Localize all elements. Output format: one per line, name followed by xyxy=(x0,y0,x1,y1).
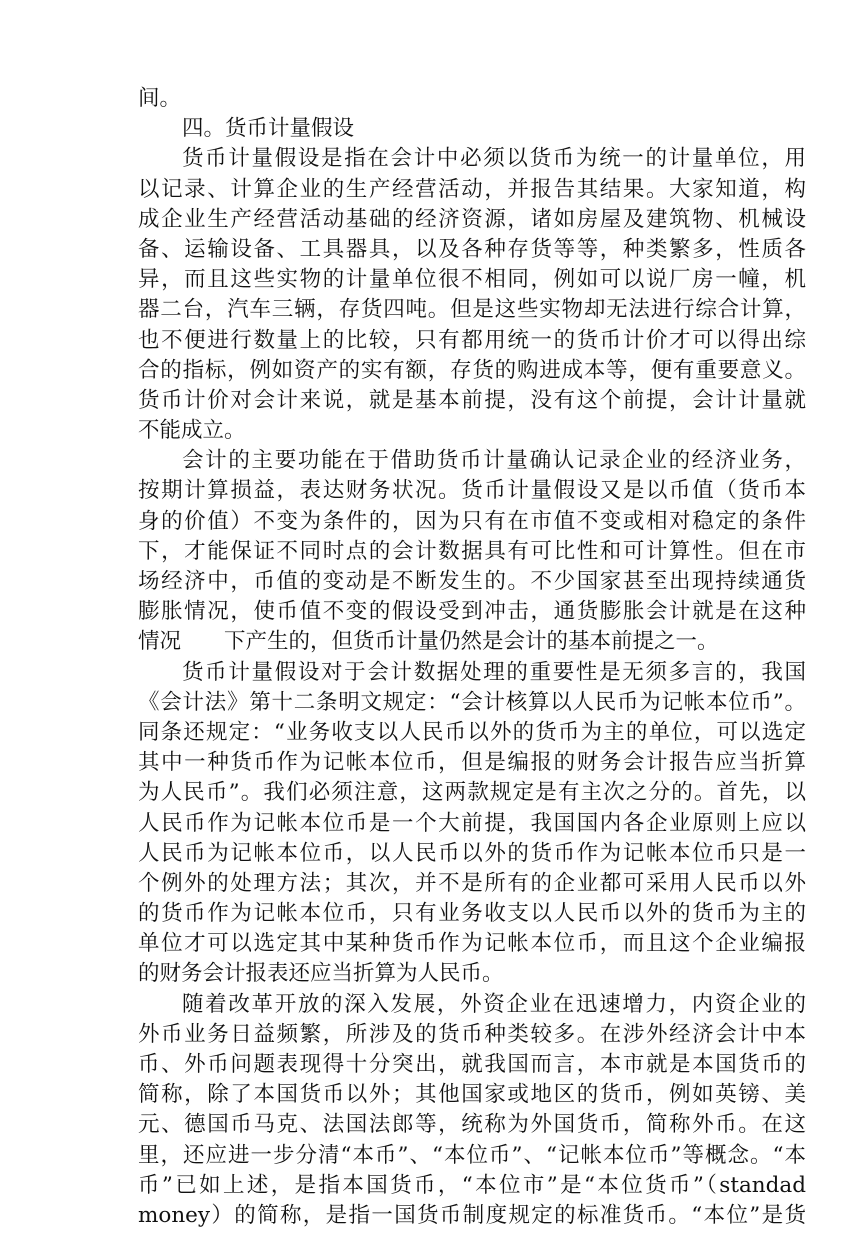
text-line: 不能成立。 xyxy=(138,418,246,444)
text-line: 币、外币问题表现得十分突出，就我国而言，本市就是本国货币的 xyxy=(138,1052,806,1077)
heading-line: 四。货币计量假设 xyxy=(182,116,355,142)
text-line: 币”已如上述，是指本国货币，“本位市”是“本位货币”（standad xyxy=(138,1172,806,1198)
paragraph xyxy=(138,144,806,446)
text-line: 元、德国币马克、法国法郎等，统称为外国货币，简称外币。在这 xyxy=(138,1112,806,1138)
section-heading xyxy=(138,114,806,144)
text-line: 的货币作为记帐本位币，只有业务收支以人民币以外的货币为主的 xyxy=(138,901,806,927)
text-line: 个例外的处理方法；其次，并不是所有的企业都可采用人民币以外 xyxy=(138,870,806,896)
text-line: 人民币作为记帐本位币是一个大前提，我国国内各企业原则上应以 xyxy=(138,810,806,836)
text-line: 器二台，汽车三辆，存货四吨。但是这些实物却无法进行综合计算， xyxy=(138,297,806,323)
text-line: 场经济中，币值的变动是不断发生的。不少国家甚至出现持续通货 xyxy=(138,569,806,594)
text-line: 下，才能保证不同时点的会计数据具有可比性和可计算性。但在市 xyxy=(138,538,806,564)
text-line: 膨胀情况，使币值不变的假设受到冲击，通货膨胀会计就是在这种 xyxy=(138,599,806,625)
text-line: 合的指标，例如资产的实有额，存货的购进成本等，便有重要意义。 xyxy=(138,357,806,383)
text-line: 其中一种货币作为记帐本位币，但是编报的财务会计报告应当折算 xyxy=(138,750,806,776)
text-line: 为人民币”。我们必须注意，这两款规定是有主次之分的。首先，以 xyxy=(138,780,806,806)
text-line: 货币计量假设对于会计数据处理的重要性是无须多言的，我国 xyxy=(182,659,806,685)
text-line: 外币业务日益频繁，所涉及的货币种类较多。在涉外经济会计中本 xyxy=(138,1021,806,1047)
text-line: 同条还规定：“业务收支以人民币以外的货币为主的单位，可以选定 xyxy=(138,719,806,745)
text-line: 里，还应进一步分清“本币”、“本位币”、“记帐本位币”等概念。“本 xyxy=(138,1142,806,1168)
paragraph xyxy=(138,658,806,990)
page-text xyxy=(138,84,806,1231)
text-line: 简称，除了本国货币以外；其他国家或地区的货币，例如英镑、美 xyxy=(138,1082,806,1108)
text-line: 人民币为记帐本位币，以人民币以外的货币作为记帐本位币只是一 xyxy=(138,840,806,866)
text-line: 按期计算损益，表达财务状况。货币计量假设又是以币值（货币本 xyxy=(138,478,806,504)
text-line: 随着改革开放的深入发展，外资企业在迅速增力，内资企业的 xyxy=(182,991,806,1017)
paragraph-continuation xyxy=(138,84,806,114)
text-line: 以记录、计算企业的生产经营活动，并报告其结果。大家知道，构 xyxy=(138,176,806,202)
text-line: 货币计价对会计来说，就是基本前提，没有这个前提，会计计量就 xyxy=(138,387,806,413)
text-line: 备、运输设备、工具器具，以及各种存货等等，种类繁多，性质各 xyxy=(138,236,806,262)
text-line: 会计的主要功能在于借助货币计量确认记录企业的经济业务， xyxy=(182,448,806,474)
text-line: 货币计量假设是指在会计中必须以货币为统一的计量单位，用 xyxy=(182,146,806,172)
text-line: 异，而且这些实物的计量单位很不相同，例如可以说厂房一幢，机 xyxy=(138,267,806,293)
paragraph xyxy=(138,990,806,1232)
text-line: 身的价值）不变为条件的，因为只有在市值不变或相对稳定的条件 xyxy=(138,508,806,534)
text-line: 也不便进行数量上的比较，只有都用统一的货币计价才可以得出综 xyxy=(138,327,806,353)
text-line: money）的简称，是指一国货币制度规定的标准货币。“本位”是货 xyxy=(138,1202,806,1228)
text-line: 间。 xyxy=(138,86,182,111)
text-line: 单位才可以选定其中某种货币作为记帐本位币，而且这个企业编报 xyxy=(138,931,806,957)
text-line: 《会计法》第十二条明文规定：“会计核算以人民币为记帐本位币”。 xyxy=(138,689,806,715)
text-line: 的财务会计报表还应当折算为人民币。 xyxy=(138,961,504,987)
text-line: 情况 下产生的，但货币计量仍然是会计的基本前提之一。 xyxy=(138,629,719,655)
text-line: 成企业生产经营活动基础的经济资源，诸如房屋及建筑物、机械设 xyxy=(138,206,806,232)
paragraph xyxy=(138,446,806,657)
